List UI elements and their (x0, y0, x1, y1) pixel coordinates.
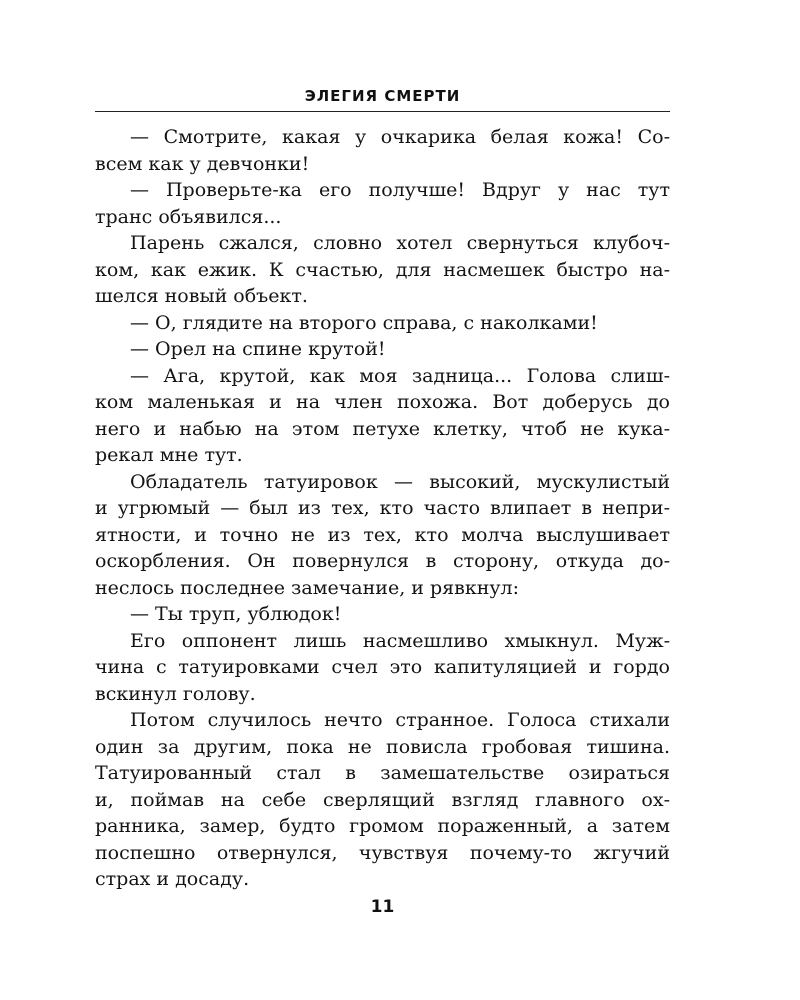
text-line: — Проверьте-ка его получше! Вдруг у нас тут (130, 179, 670, 201)
text-line: — Смотрите, какая у очкарика белая кожа! Со- (130, 126, 670, 148)
text-line: — Орел на спине крутой! (130, 338, 386, 360)
text-line: неслось последнее замечание, и рявкнул: (95, 576, 520, 599)
page-number: 11 (370, 897, 395, 917)
text-line: оскорбления. Он повернулся в сторону, откуда до- (95, 550, 670, 572)
text-line: вскинул голову. (95, 682, 256, 705)
text-line: — О, глядите на второго справа, с наколками! (130, 311, 598, 334)
running-title: ЭЛЕГИЯ СМЕРТИ (304, 87, 461, 105)
text-line: Его оппонент лишь насмешливо хмыкнул. Муж- (130, 629, 670, 652)
text-line: рекал мне тут. (95, 444, 243, 466)
text-line: — Ага, крутой, как моя задница... Голова слиш- (130, 364, 670, 387)
header-rule (95, 111, 670, 112)
text-line: ком, как ежик. К счастью, для насмешек быстро на- (95, 258, 670, 281)
text-line: всем как у девчонки! (95, 152, 310, 175)
text-line: ятности, и точно не из тех, кто молча выслушивает (95, 523, 670, 546)
text-line: поспешно отвернулся, чувствуя почему-то жгучий (95, 841, 670, 864)
text-line: Потом случилось нечто странное. Голоса стихали (130, 709, 670, 731)
text-line: Татуированный стал в замешательстве озираться (95, 762, 670, 784)
text-line: — Ты труп, ублюдок! (130, 603, 342, 625)
text-line: страх и досаду. (95, 868, 250, 890)
text-line: и угрюмый — был из тех, кто часто влипает в непри- (95, 497, 670, 519)
text-line: ком маленькая и на член похожа. Вот доберусь до (95, 391, 670, 413)
text-line: шелся новый объект. (95, 285, 308, 307)
text-line: один за другим, пока не повисла гробовая тишина. (95, 735, 670, 758)
text-line: ранника, замер, будто громом пораженный, а затем (95, 815, 670, 837)
text-line: Обладатель татуировок — высокий, мускулистый (130, 470, 670, 493)
text-line: чина с татуировками счел это капитуляцией и гордо (95, 656, 670, 678)
text-line: Парень сжался, словно хотел свернуться клубоч- (130, 232, 670, 254)
text-line: транс объявился... (95, 205, 282, 228)
text-line: него и набью на этом петухе клетку, чтоб не кука- (95, 417, 670, 440)
body-text (95, 124, 670, 893)
text-line: и, поймав на себе сверлящий взгляд главного ох- (95, 788, 670, 811)
